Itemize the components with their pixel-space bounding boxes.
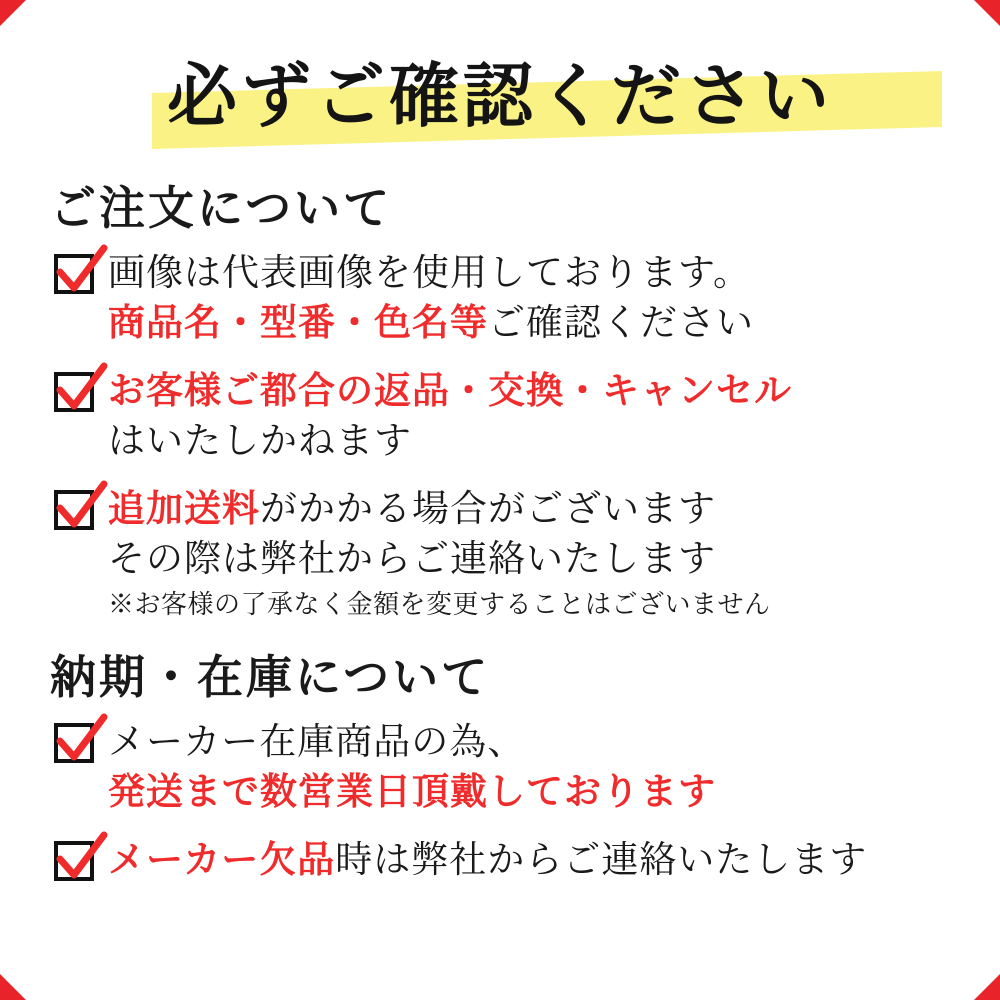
list-item-line: [108, 298, 960, 348]
page-title-text: 必ずご確認ください: [167, 54, 833, 137]
section-heading-orders: ご注文について: [50, 181, 393, 235]
list-item-text: [108, 835, 960, 885]
page-title: [40, 48, 960, 144]
list-item: [54, 717, 960, 817]
list-item: [54, 366, 960, 466]
list-item-note: ※お客様の了承なく金額を変更することはございません: [108, 589, 771, 620]
list-item-line: メーカー在庫商品の為、: [108, 719, 526, 763]
list-item: [54, 248, 960, 348]
list-item-line: はいたしかねます: [108, 418, 412, 462]
checkbox-checked-icon: [54, 372, 94, 412]
list-item: [54, 484, 960, 623]
list-item-line-suffix: がかかる場合がございます: [260, 486, 716, 530]
section-heading-delivery: 納期・在庫について: [50, 649, 491, 704]
emphasis-text: 商品名・型番・色名等: [108, 299, 488, 344]
list-item-line: その際は弊社からご連絡いたします: [108, 536, 716, 580]
list-item: [54, 835, 960, 885]
list-item-text: [108, 484, 960, 623]
checkbox-checked-icon: [54, 254, 94, 294]
checkbox-checked-icon: [54, 723, 94, 763]
checkbox-checked-icon: [54, 841, 94, 881]
list-item-line: 画像は代表画像を使用しております。: [108, 251, 752, 294]
list-item-text: [108, 717, 960, 817]
list-item-line-suffix: 時は弊社からご連絡いたします: [335, 837, 868, 881]
list-item-line-suffix: ご確認ください: [488, 300, 754, 344]
checkbox-checked-icon: [54, 490, 94, 530]
list-item-line: [108, 484, 960, 534]
emphasis-text: メーカー欠品: [108, 836, 336, 881]
list-item-line: お客様ご都合の返品・交換・キャンセル: [108, 367, 792, 412]
emphasis-text: 追加送料: [108, 485, 260, 530]
list-item-line: 発送まで数営業日頂戴しております: [108, 768, 716, 813]
list-item-text: [108, 366, 960, 466]
list-item-text: [108, 248, 960, 348]
list-item-line: [108, 835, 960, 885]
